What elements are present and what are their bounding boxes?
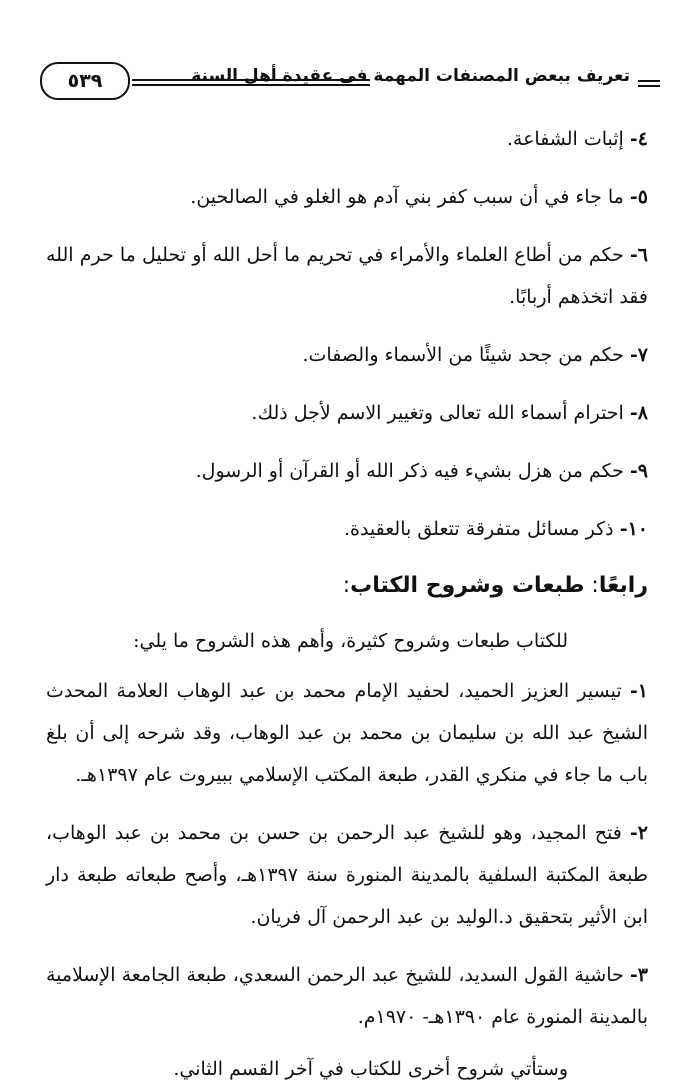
item-number: ١- (629, 680, 648, 702)
item-text: ما جاء في أن سبب كفر بني آدم هو الغلو في الصالحين. (190, 186, 624, 208)
item-text: فتح المجيد، وهو للشيخ عبد الرحمن بن حسن بن محمد بن عبد الوهاب، طبعة المكتبة السلفية بالمدينة المنورة سنة ١٣٩٧هـ، وأصح طبعاته طبعة دار ابن الأثير بتحقيق د.الوليد بن عبد الرحمن آل فريان. (46, 822, 649, 928)
list-item (46, 234, 648, 318)
page-content (46, 118, 648, 1090)
list-item (46, 176, 648, 218)
item-number: ٩- (629, 460, 648, 482)
item-number: ٧- (629, 344, 648, 366)
item-text: حكم من هزل بشيء فيه ذكر الله أو القرآن أو الرسول. (195, 460, 624, 482)
list-item (46, 954, 648, 1038)
item-text: ذكر مسائل متفرقة تتعلق بالعقيدة. (343, 518, 614, 540)
section-heading-title: طبعات وشروح الكتاب (350, 573, 585, 598)
list-item (46, 118, 648, 160)
list-item (46, 670, 648, 796)
item-text: احترام أسماء الله تعالى وتغيير الاسم لأجل ذلك. (251, 402, 624, 424)
item-number: ٥- (629, 186, 648, 208)
header-rule (132, 79, 370, 81)
item-number: ٣- (629, 964, 648, 986)
item-text: حاشية القول السديد، للشيخ عبد الرحمن السعدي، طبعة الجامعة الإسلامية بالمدينة المنورة عام ١٣٩٠هـ- ١٩٧٠م. (46, 964, 648, 1028)
item-text: حكم من جحد شيئًا من الأسماء والصفات. (302, 344, 624, 366)
section-heading-label: رابعًا (598, 573, 648, 598)
list-item (46, 812, 648, 938)
item-number: ٢- (629, 822, 648, 844)
list-item (46, 392, 648, 434)
item-number: ٦- (629, 244, 648, 266)
section-heading: رابعًا: طبعات وشروح الكتاب: (342, 573, 648, 598)
item-text: إثبات الشفاعة. (506, 128, 624, 150)
page-number: ٥٣٩ (40, 62, 130, 100)
running-header-title: تعريف ببعض المصنفات المهمة في عقيدة أهل السنة (191, 66, 630, 86)
header-ornament-dash (638, 80, 660, 82)
list-item (46, 450, 648, 492)
closing-note: وستأتي شروح أخرى للكتاب في آخر القسم الثاني. (173, 1058, 568, 1080)
list-item (46, 334, 648, 376)
list-item (46, 508, 648, 550)
running-header (40, 58, 660, 102)
item-text: تيسير العزيز الحميد، لحفيد الإمام محمد بن عبد الوهاب العلامة المحدث الشيخ عبد الله بن سليمان بن محمد بن عبد الوهاب، وقد شرحه إلى أن بلغ باب ما جاء في منكري القدر، طبعة المكتب الإسلامي ببيروت عام ١٣٩٧هـ. (46, 680, 648, 786)
item-number: ٤- (629, 128, 648, 150)
item-number: ١٠- (619, 518, 648, 540)
item-text: حكم من أطاع العلماء والأمراء في تحريم ما أحل الله أو تحليل ما حرم الله فقد اتخذهم أربابًا. (46, 244, 648, 308)
section-intro: للكتاب طبعات وشروح كثيرة، وأهم هذه الشروح ما يلي: (133, 630, 568, 652)
item-number: ٨- (629, 402, 648, 424)
